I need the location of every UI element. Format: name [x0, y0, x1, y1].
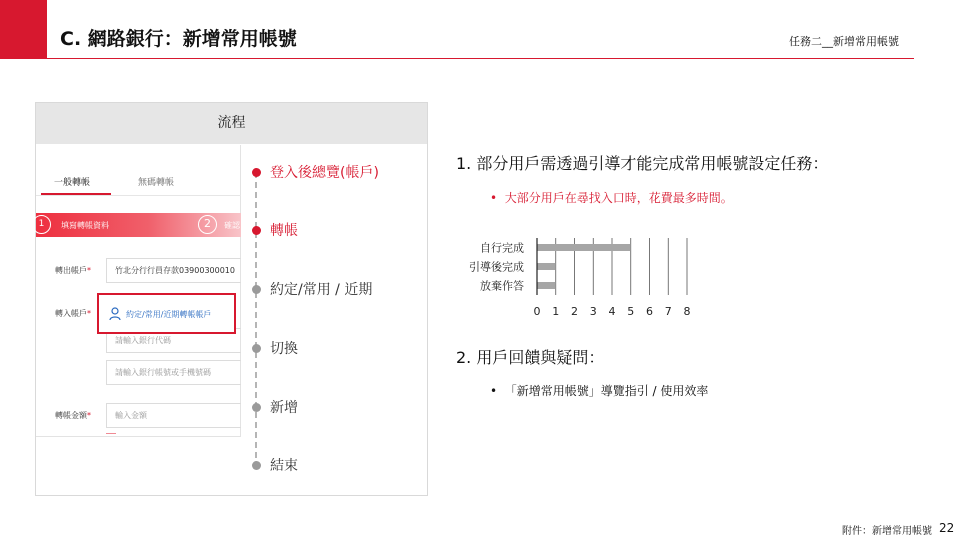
flow-step-saved: 約定/常用 / 近期 — [270, 282, 373, 298]
flow-panel-heading: 流程 — [36, 103, 427, 144]
finding-1-bullet: • 大部分用戶在尋找入口時，花費最多時間。 — [490, 191, 733, 205]
flow-step-switch: 切換 — [270, 341, 298, 357]
flow-step-add: 新增 — [270, 400, 298, 416]
flow-timeline-line — [255, 172, 257, 458]
finding-2-bullet: • 「新增常用帳號」導覽指引 / 使用效率 — [490, 384, 709, 398]
flow-step-login: 登入後總覽(帳戶) — [270, 165, 379, 181]
chart-category-label: 引導後完成 — [469, 260, 524, 274]
flow-dot-transfer — [252, 226, 261, 235]
finding-2-heading: 2. 用戶回饋與疑問： — [456, 348, 605, 367]
flow-step-end: 結束 — [270, 458, 298, 474]
chart-tick-label: 5 — [627, 305, 635, 318]
chart-bar — [537, 244, 631, 251]
header-divider — [47, 58, 914, 59]
tab-divider — [36, 195, 241, 196]
account-number-input[interactable]: 請輸入銀行帳號或手機號碼 — [106, 360, 241, 385]
checkbox-edge — [106, 433, 116, 436]
step-1-label: 填寫轉帳資料 — [61, 221, 109, 230]
step-2-circle: 2 — [198, 215, 217, 234]
amount-label: 轉帳金額* — [55, 411, 91, 420]
flow-dot-add — [252, 403, 261, 412]
flow-dot-switch — [252, 344, 261, 353]
page-number: 22 — [939, 521, 955, 535]
chart-category-label: 自行完成 — [480, 241, 524, 255]
flow-dot-login — [252, 168, 261, 177]
person-icon — [109, 307, 121, 321]
chart-tick-label: 8 — [683, 305, 691, 318]
flow-dot-end — [252, 461, 261, 470]
footer-note: 附件：新增常用帳號 — [842, 526, 932, 537]
chart-tick-label: 2 — [571, 305, 578, 318]
chart-category-label: 放棄作答 — [480, 279, 524, 293]
bank-app-screenshot — [36, 145, 241, 437]
chart-bars — [537, 244, 631, 289]
chart-tick-label: 1 — [552, 305, 560, 318]
amount-input[interactable]: 輸入金額 — [106, 403, 241, 428]
bank-code-input[interactable]: 請輸入銀行代碼 — [106, 328, 241, 353]
flow-step-transfer: 轉帳 — [270, 223, 298, 239]
chart-tick-label: 4 — [608, 305, 616, 318]
chart-bar — [537, 263, 556, 270]
chart-tick-label: 6 — [646, 305, 653, 318]
flow-dot-saved — [252, 285, 261, 294]
step-2-label: 確認 — [224, 221, 240, 230]
chart-tick-labels — [534, 305, 691, 318]
page-title: C. 網路銀行：新增常用帳號 — [60, 28, 297, 50]
chart-category-labels — [469, 241, 524, 293]
chart-tick-label: 3 — [589, 305, 597, 318]
from-account-label: 轉出帳戶* — [55, 266, 91, 275]
chart-bar — [537, 282, 556, 289]
tab-cardless-transfer[interactable]: 無碼轉帳 — [138, 178, 175, 188]
from-account-select[interactable]: 竹北分行行員存款03900300010 — [106, 258, 241, 283]
chart-tick-label: 7 — [664, 305, 672, 318]
saved-accounts-option-highlight[interactable] — [97, 293, 236, 334]
step-1-circle: 1 — [32, 215, 51, 234]
task-label: 任務二__新增常用帳號 — [789, 35, 899, 48]
saved-accounts-option: 約定/常用/近期轉帳帳戶 — [126, 310, 212, 319]
tab-general-transfer[interactable]: 一般轉帳 — [54, 178, 91, 188]
to-account-label: 轉入帳戶* — [55, 309, 91, 318]
header-accent-block — [0, 0, 47, 59]
chart-tick-label: 0 — [533, 305, 541, 318]
finding-1-heading: 1. 部分用戶需透過引導才能完成常用帳號設定任務： — [456, 154, 829, 173]
step-progress-bar — [36, 213, 241, 237]
completion-bar-chart — [450, 228, 700, 323]
